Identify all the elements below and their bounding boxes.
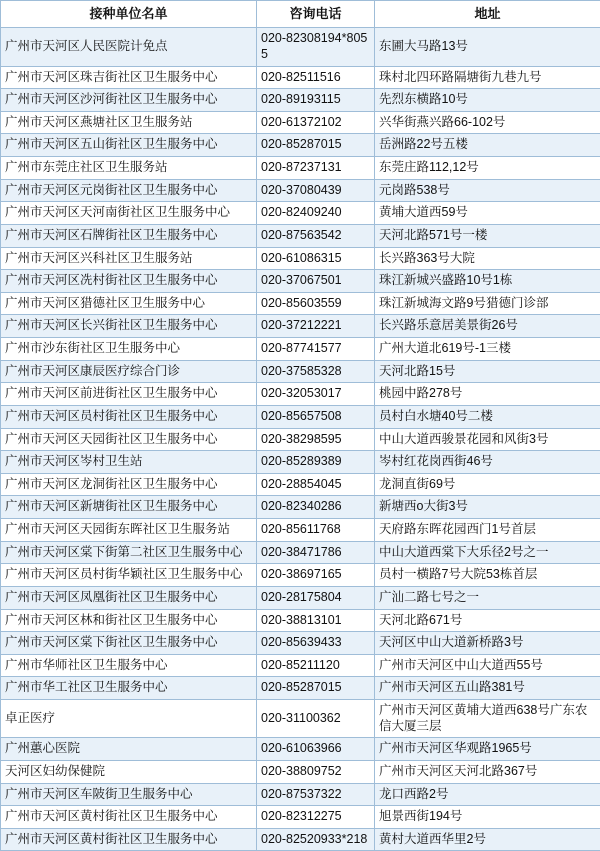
cell-address: 珠江新城兴盛路10号1栋 [375, 270, 600, 293]
cell-unit-name: 广州市天河区林和街社区卫生服务中心 [1, 609, 257, 632]
cell-phone: 020-85287015 [257, 134, 375, 157]
cell-unit-name: 广州市天河区员村街社区卫生服务中心 [1, 405, 257, 428]
cell-unit-name: 广州市天河区珠吉街社区卫生服务中心 [1, 66, 257, 89]
cell-address: 天府路东晖花园西门1号首层 [375, 519, 600, 542]
cell-address: 岑村红花岗西街46号 [375, 451, 600, 474]
cell-phone: 020-61063966 [257, 738, 375, 761]
cell-unit-name: 广州市沙东街社区卫生服务中心 [1, 338, 257, 361]
column-header-phone: 咨询电话 [257, 1, 375, 28]
cell-phone: 020-85603559 [257, 292, 375, 315]
table-row [1, 134, 600, 157]
table-row [1, 428, 600, 451]
table-row [1, 405, 600, 428]
cell-phone: 020-38298595 [257, 428, 375, 451]
cell-address: 天河北路671号 [375, 609, 600, 632]
table-row [1, 338, 600, 361]
cell-unit-name: 广州市天河区天河南街社区卫生服务中心 [1, 202, 257, 225]
cell-address: 东圃大马路13号 [375, 28, 600, 66]
cell-phone: 020-85289389 [257, 451, 375, 474]
table-row [1, 806, 600, 829]
table-row [1, 783, 600, 806]
cell-address: 旭景西街194号 [375, 806, 600, 829]
table-row [1, 496, 600, 519]
table-row [1, 586, 600, 609]
cell-unit-name: 广州市天河区岑村卫生站 [1, 451, 257, 474]
table-row [1, 700, 600, 738]
cell-unit-name: 广州市天河区车陂街卫生服务中心 [1, 783, 257, 806]
cell-address: 黄村大道西华里2号 [375, 828, 600, 851]
cell-address: 员村白水塘40号二楼 [375, 405, 600, 428]
cell-address: 珠村北四环路隔塘街九巷九号 [375, 66, 600, 89]
table-row [1, 541, 600, 564]
cell-address: 新塘西о大街3号 [375, 496, 600, 519]
cell-unit-name: 广州市天河区龙洞街社区卫生服务中心 [1, 473, 257, 496]
cell-phone: 020-85611768 [257, 519, 375, 542]
cell-address: 天河北路15号 [375, 360, 600, 383]
table-row [1, 247, 600, 270]
column-header-address: 地址 [375, 1, 600, 28]
cell-phone: 020-85287015 [257, 677, 375, 700]
table-row [1, 28, 600, 66]
cell-address: 龙口西路2号 [375, 783, 600, 806]
table-body [1, 28, 600, 851]
table-row [1, 292, 600, 315]
cell-address: 广汕二路七号之一 [375, 586, 600, 609]
cell-phone: 020-37212221 [257, 315, 375, 338]
cell-phone: 020-38471786 [257, 541, 375, 564]
cell-unit-name: 天河区妇幼保健院 [1, 760, 257, 783]
cell-unit-name: 广州市天河区五山街社区卫生服务中心 [1, 134, 257, 157]
table-row [1, 760, 600, 783]
cell-phone: 020-82308194*8055 [257, 28, 375, 66]
table-row [1, 738, 600, 761]
cell-address: 员村一横路7号大院53栋首层 [375, 564, 600, 587]
cell-phone: 020-37067501 [257, 270, 375, 293]
table-row [1, 111, 600, 134]
table-row [1, 360, 600, 383]
cell-phone: 020-82409240 [257, 202, 375, 225]
cell-address: 广州市天河区中山大道西55号 [375, 654, 600, 677]
cell-unit-name: 广州市天河区长兴街社区卫生服务中心 [1, 315, 257, 338]
cell-unit-name: 广州市天河区凤凰街社区卫生服务中心 [1, 586, 257, 609]
table-row [1, 224, 600, 247]
cell-address: 长兴路363号大院 [375, 247, 600, 270]
cell-unit-name: 广州市天河区棠下街社区卫生服务中心 [1, 632, 257, 655]
cell-phone: 020-87741577 [257, 338, 375, 361]
cell-unit-name: 广州市天河区猎德社区卫生服务中心 [1, 292, 257, 315]
cell-phone: 020-28175804 [257, 586, 375, 609]
cell-address: 珠江新城海文路9号猎德门诊部 [375, 292, 600, 315]
cell-address: 广州市天河区五山路381号 [375, 677, 600, 700]
cell-unit-name: 广州市天河区元岗街社区卫生服务中心 [1, 179, 257, 202]
cell-phone: 020-82511516 [257, 66, 375, 89]
cell-phone: 020-38809752 [257, 760, 375, 783]
table-row [1, 66, 600, 89]
table-row [1, 632, 600, 655]
cell-phone: 020-82340286 [257, 496, 375, 519]
cell-address: 桃园中路278号 [375, 383, 600, 406]
cell-address: 先烈东横路10号 [375, 89, 600, 112]
cell-address: 天河北路571号一楼 [375, 224, 600, 247]
cell-unit-name: 广州市天河区天园街东晖社区卫生服务站 [1, 519, 257, 542]
cell-address: 龙洞直街69号 [375, 473, 600, 496]
cell-phone: 020-61086315 [257, 247, 375, 270]
table-row [1, 564, 600, 587]
table-row [1, 270, 600, 293]
table-header-row [1, 1, 600, 28]
cell-address: 中山大道西棠下大乐径2号之一 [375, 541, 600, 564]
table-row [1, 519, 600, 542]
cell-phone: 020-38697165 [257, 564, 375, 587]
table-row [1, 157, 600, 180]
cell-unit-name: 广州市东莞庄社区卫生服务站 [1, 157, 257, 180]
cell-phone: 020-82312275 [257, 806, 375, 829]
cell-unit-name: 广州市天河区康辰医疗综合门诊 [1, 360, 257, 383]
table-row [1, 654, 600, 677]
cell-address: 中山大道西骏景花园和风街3号 [375, 428, 600, 451]
cell-address: 兴华街燕兴路66-102号 [375, 111, 600, 134]
cell-phone: 020-28854045 [257, 473, 375, 496]
table-row [1, 677, 600, 700]
cell-address: 长兴路乐意居美景街26号 [375, 315, 600, 338]
cell-address: 广州市天河区华观路1965号 [375, 738, 600, 761]
cell-unit-name: 广州市天河区石牌街社区卫生服务中心 [1, 224, 257, 247]
cell-phone: 020-37080439 [257, 179, 375, 202]
cell-unit-name: 广州市天河区兴科社区卫生服务站 [1, 247, 257, 270]
cell-unit-name: 广州市天河区冼村街社区卫生服务中心 [1, 270, 257, 293]
cell-phone: 020-37585328 [257, 360, 375, 383]
cell-address: 广州市天河区黄埔大道西638号广东农信大厦三层 [375, 700, 600, 738]
cell-address: 黄埔大道西59号 [375, 202, 600, 225]
table-row [1, 473, 600, 496]
cell-phone: 020-38813101 [257, 609, 375, 632]
cell-unit-name: 广州市天河区新塘街社区卫生服务中心 [1, 496, 257, 519]
cell-unit-name: 广州市华师社区卫生服务中心 [1, 654, 257, 677]
cell-phone: 020-89193115 [257, 89, 375, 112]
cell-unit-name: 广州市天河区前进街社区卫生服务中心 [1, 383, 257, 406]
table-row [1, 179, 600, 202]
cell-unit-name: 广州市华工社区卫生服务中心 [1, 677, 257, 700]
cell-unit-name: 广州蕙心医院 [1, 738, 257, 761]
cell-unit-name: 广州市天河区黄村街社区卫生服务中心 [1, 806, 257, 829]
cell-phone: 020-85211120 [257, 654, 375, 677]
table-row [1, 451, 600, 474]
cell-phone: 020-31100362 [257, 700, 375, 738]
cell-phone: 020-82520933*218 [257, 828, 375, 851]
cell-phone: 020-87537322 [257, 783, 375, 806]
cell-address: 东莞庄路112,12号 [375, 157, 600, 180]
table-row [1, 89, 600, 112]
cell-address: 天河区中山大道新桥路3号 [375, 632, 600, 655]
column-header-unit-name: 接种单位名单 [1, 1, 257, 28]
table-row [1, 202, 600, 225]
cell-unit-name: 广州市天河区棠下街第二社区卫生服务中心 [1, 541, 257, 564]
cell-unit-name: 广州市天河区黄村街社区卫生服务中心 [1, 828, 257, 851]
cell-address: 广州市天河区天河北路367号 [375, 760, 600, 783]
cell-phone: 020-85657508 [257, 405, 375, 428]
cell-unit-name: 广州市天河区天园街社区卫生服务中心 [1, 428, 257, 451]
cell-unit-name: 广州市天河区人民医院计免点 [1, 28, 257, 66]
cell-phone: 020-87237131 [257, 157, 375, 180]
table-row [1, 609, 600, 632]
cell-unit-name: 卓正医疗 [1, 700, 257, 738]
cell-address: 广州大道北619号-1三楼 [375, 338, 600, 361]
cell-address: 岳洲路22号五楼 [375, 134, 600, 157]
cell-unit-name: 广州市天河区员村街华颖社区卫生服务中心 [1, 564, 257, 587]
cell-address: 元岗路538号 [375, 179, 600, 202]
cell-unit-name: 广州市天河区燕塘社区卫生服务站 [1, 111, 257, 134]
cell-unit-name: 广州市天河区沙河街社区卫生服务中心 [1, 89, 257, 112]
cell-phone: 020-61372102 [257, 111, 375, 134]
table-row [1, 828, 600, 851]
cell-phone: 020-85639433 [257, 632, 375, 655]
cell-phone: 020-32053017 [257, 383, 375, 406]
cell-phone: 020-87563542 [257, 224, 375, 247]
table-row [1, 315, 600, 338]
table-row [1, 383, 600, 406]
